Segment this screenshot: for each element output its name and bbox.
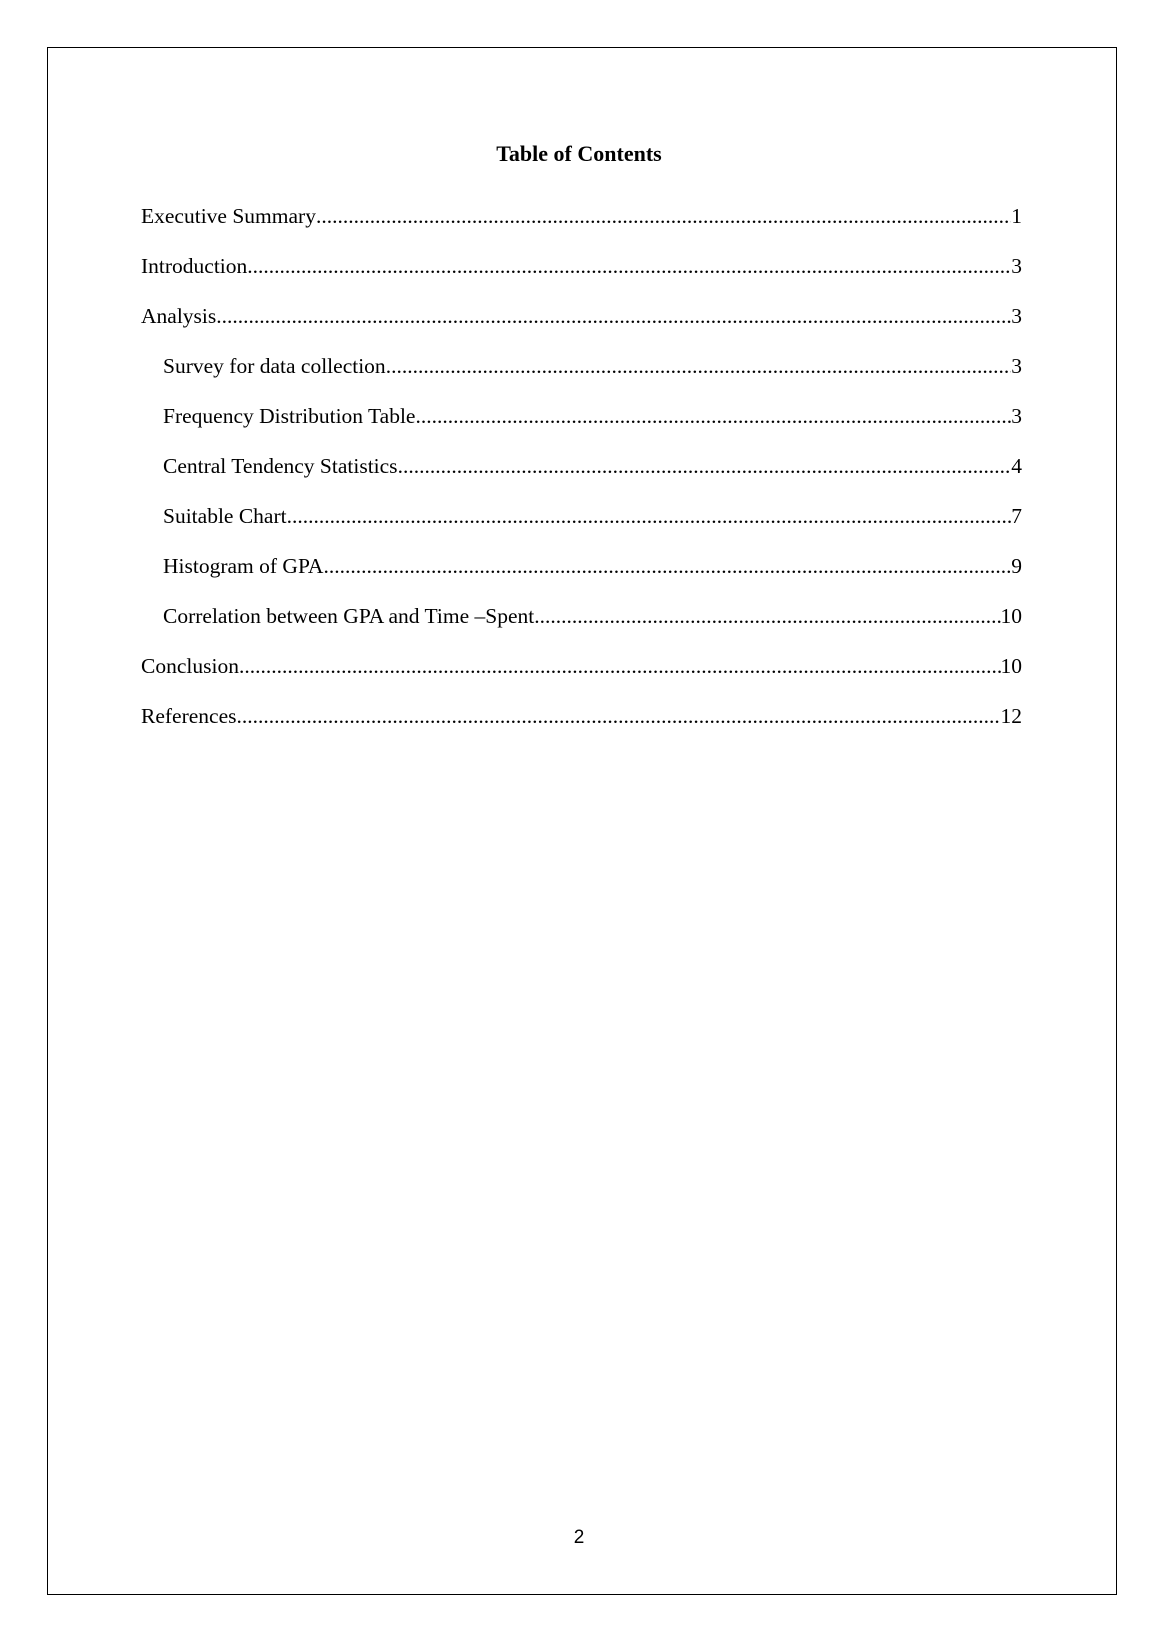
toc-dot-leader <box>237 700 1001 732</box>
toc-dot-leader <box>216 300 1011 332</box>
toc-entry-label: Survey for data collection <box>163 354 386 378</box>
toc-entry-page: 3 <box>1011 354 1022 378</box>
toc-entry-label: Suitable Chart <box>163 504 287 528</box>
toc-dot-leader <box>415 400 1011 432</box>
toc-title: Table of Contents <box>496 141 662 166</box>
toc-dot-leader <box>323 550 1011 582</box>
toc-entry-page: 1 <box>1011 204 1022 228</box>
toc-dot-leader <box>287 500 1012 532</box>
toc-entry-page: 10 <box>1000 654 1022 678</box>
toc-entry-analysis[interactable] <box>141 300 1022 332</box>
toc-entry-page: 3 <box>1011 304 1022 328</box>
toc-dot-leader <box>398 450 1012 482</box>
toc-entry-label: References <box>141 704 237 728</box>
toc-entry-suitable-chart[interactable] <box>163 500 1022 532</box>
toc-entry-label: Conclusion <box>141 654 239 678</box>
toc-entry-frequency-distribution-table[interactable] <box>163 400 1022 432</box>
toc-entry-label: Analysis <box>141 304 217 328</box>
toc-entry-page: 3 <box>1011 254 1022 278</box>
toc-entry-correlation-gpa-time-spent[interactable] <box>163 600 1022 632</box>
toc-dot-leader <box>534 600 1000 632</box>
toc-entry-references[interactable] <box>141 700 1022 732</box>
toc-entry-label: Executive Summary <box>141 204 316 228</box>
toc-entry-introduction[interactable] <box>141 250 1022 282</box>
toc-entry-page: 9 <box>1011 554 1022 578</box>
toc-entry-label: Introduction <box>141 254 248 278</box>
toc-entry-page: 10 <box>1000 604 1022 628</box>
toc-entry-histogram-of-gpa[interactable] <box>163 550 1022 582</box>
toc-dot-leader <box>247 250 1011 282</box>
toc-entry-label: Frequency Distribution Table <box>163 404 416 428</box>
toc-entry-central-tendency-statistics[interactable] <box>163 450 1022 482</box>
toc-entry-label: Histogram of GPA <box>163 554 324 578</box>
toc-entry-survey-for-data-collection[interactable] <box>163 350 1022 382</box>
toc-dot-leader <box>239 650 1001 682</box>
toc-entry-page: 7 <box>1011 504 1022 528</box>
toc-entry-page: 4 <box>1011 454 1022 478</box>
toc-entry-conclusion[interactable] <box>141 650 1022 682</box>
page-number: 2 <box>573 1527 585 1548</box>
toc-entry-label: Correlation between GPA and Time –Spent <box>163 604 535 628</box>
toc-entry-label: Central Tendency Statistics <box>163 454 398 478</box>
toc-dot-leader <box>316 200 1011 232</box>
toc-entry-executive-summary[interactable] <box>141 200 1022 232</box>
toc-dot-leader <box>386 350 1012 382</box>
toc-entry-page: 3 <box>1011 404 1022 428</box>
toc-entry-page: 12 <box>1000 704 1022 728</box>
